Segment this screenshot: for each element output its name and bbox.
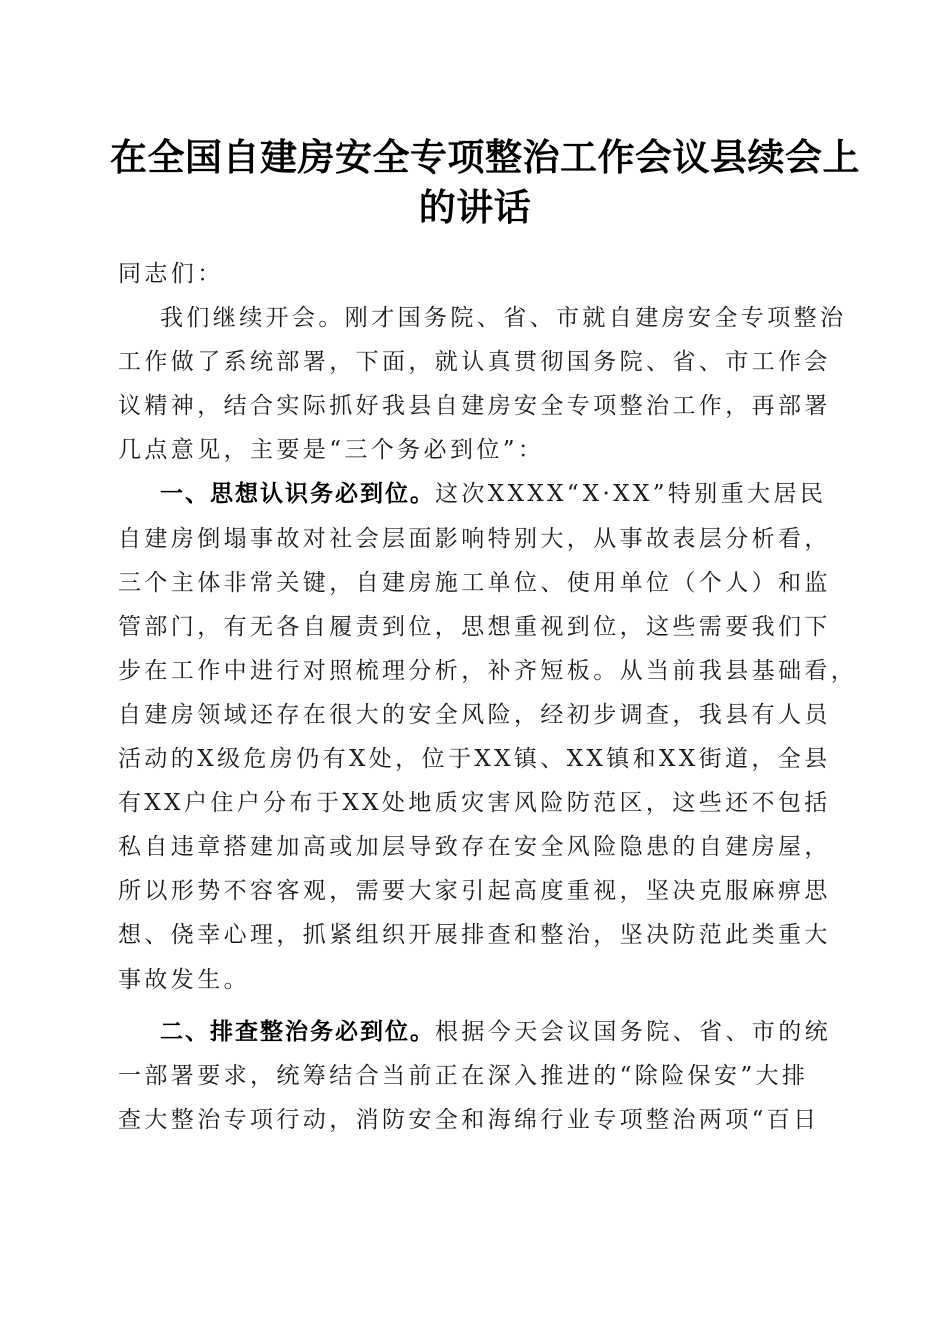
section-1-line: 所以形势不容客观，需要大家引起高度重视，坚决克服麻痹思 <box>118 878 831 905</box>
intro-line: 我们继续开会。刚才国务院、省、市就自建房安全专项整治 <box>160 305 847 332</box>
section-1-heading: 一、思想认识务必到位。 <box>160 481 435 508</box>
document-body <box>118 252 858 1142</box>
intro-paragraph <box>118 296 847 472</box>
section-2-first-line <box>118 1010 838 1054</box>
document-title <box>110 132 860 232</box>
section-2-line: 一部署要求，统筹结合当前正在深入推进的“除险保安”大排 <box>118 1062 809 1089</box>
section-1-line: 想、侥幸心理，抓紧组织开展排查和整治，坚决防范此类重大 <box>118 922 831 949</box>
section-1-first-line <box>118 472 838 516</box>
section-2-first-line-text: 根据今天会议国务院、省、市的统 <box>435 1018 831 1045</box>
section-1-line: 自建房倒塌事故对社会层面影响特别大，从事故表层分析看， <box>118 525 831 552</box>
paragraph-gap <box>118 1002 838 1010</box>
section-1-line: 自建房领域还存在很大的安全风险，经初步调查，我县有人员 <box>118 701 831 728</box>
section-1-line: 事故发生。 <box>118 966 250 993</box>
section-2-line: 查大整治专项行动，消防安全和海绵行业专项整治两项“百日 <box>118 1106 820 1133</box>
section-1-line: 三个主体非常关键，自建房施工单位、使用单位（个人）和监 <box>118 569 831 596</box>
section-2-paragraph <box>118 1010 838 1142</box>
title-line-2: 的讲话 <box>418 185 532 229</box>
section-1-line: 管部门，有无各自履责到位，思想重视到位，这些需要我们下 <box>118 613 831 640</box>
section-1-line: 活动的X级危房仍有X处，位于XX镇、XX镇和XX街道，全县 <box>118 746 831 773</box>
section-1-line: 有XX户住户分布于XX处地质灾害风险防范区，这些还不包括 <box>118 790 831 817</box>
section-2-heading: 二、排查整治务必到位。 <box>160 1018 435 1045</box>
intro-line: 几点意见，主要是“三个务必到位”： <box>118 437 545 464</box>
section-1-line: 步在工作中进行对照梳理分析，补齐短板。从当前我县基础看， <box>118 657 858 684</box>
intro-line: 工作做了系统部署，下面，就认真贯彻国务院、省、市工作会 <box>118 349 831 376</box>
salutation: 同志们： <box>118 261 224 287</box>
section-1-line: 私自违章搭建加高或加层导致存在安全风险隐患的自建房屋， <box>118 834 831 861</box>
section-1-first-line-text: 这次XXXX“X·XX”特别重大居民 <box>435 481 827 508</box>
intro-line: 议精神，结合实际抓好我县自建房安全专项整治工作，再部署 <box>118 393 831 420</box>
title-line-1: 在全国自建房安全专项整治工作会议县续会上 <box>110 135 860 179</box>
section-1-paragraph <box>118 472 858 1001</box>
